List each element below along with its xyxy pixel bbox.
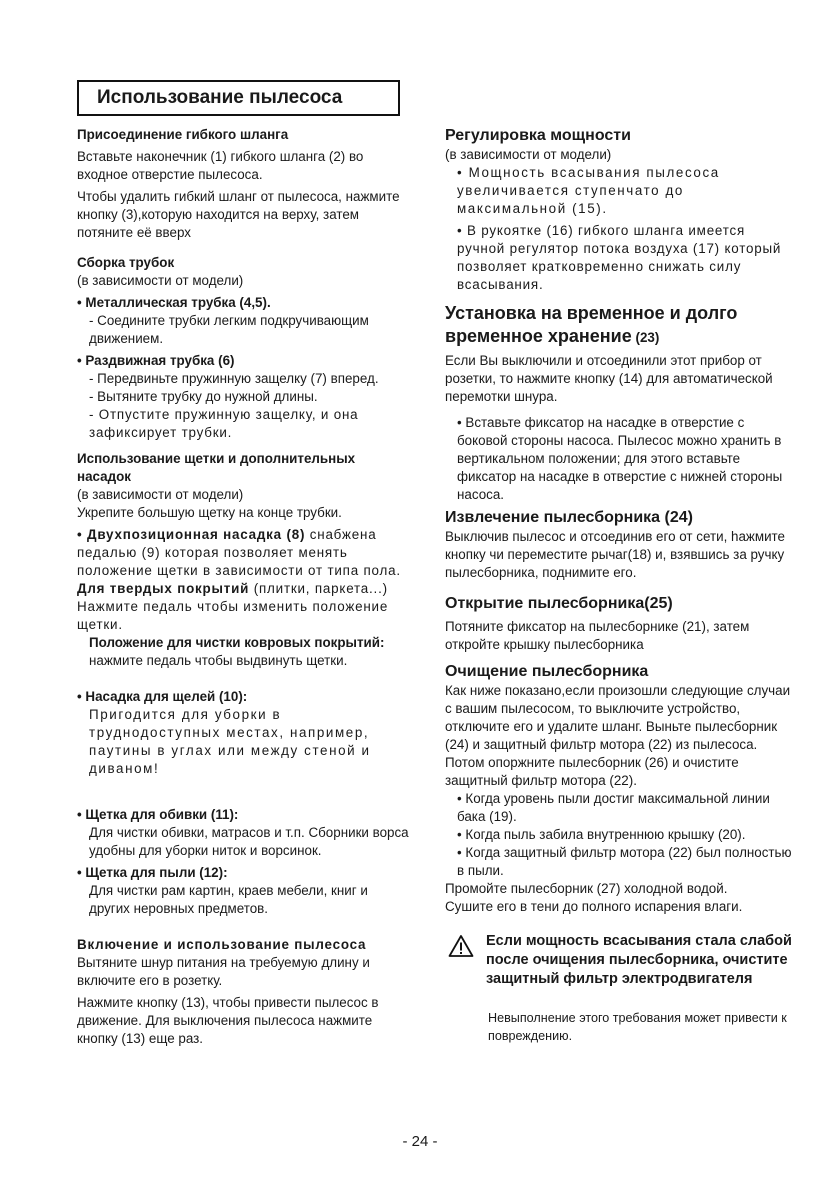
hose-text-2: Чтобы удалить гибкий шланг от пылесоса, нажмите кнопку (3),которую находится на верху, затем потяните её вверх [77,189,400,240]
page-title: Использование пылесоса [77,80,400,116]
two-position-nozzle-heading: • Двухпозиционная насадка (8) [77,527,306,542]
carpet-label: Положение для чистки ковровых покрытий: [89,635,385,650]
power-subtitle: (в зависимости от модели) [445,147,612,162]
warning-note: Невыполнение этого требования может привести к повреждению. [488,1011,787,1043]
telescopic-tube-heading: • Раздвижная трубка (6) [77,353,235,368]
tubes-subtitle: (в зависимости от модели) [77,273,244,288]
telescopic-step-1: - Передвиньте пружинную защелку (7) вперед. [89,371,379,386]
left-column [77,126,412,1048]
page-number: - 24 - [402,1133,438,1150]
on-off-text-2: Нажмите кнопку (13), чтобы привести пылесос в движение. Для выключения пылесоса нажмите кнопку (13) еще раз. [77,995,379,1046]
clean-bin-heading: Очищение пылесборника [445,663,649,680]
metal-tube-heading: • Металлическая трубка (4,5). [77,295,271,310]
upholstery-brush-text: Для чистки обивки, матрасов и т.п. Сборники ворса удобны для уборки ниток и ворсинок. [89,825,409,858]
tubes-heading: Сборка трубок [77,255,175,270]
hard-floor-text: (плитки, паркета...) Нажмите педаль чтобы изменить положение щетки. [77,581,389,632]
clean-bullet-1: • Когда уровень пыли достиг максимальной линии бака (19). [457,791,770,824]
clean-dry-text: Сушите его в тени до полного испарения влаги. [445,899,743,914]
power-heading: Регулировка мощности [445,127,631,144]
clean-rinse-text: Промойте пылесборник (27) холодной водой. [445,881,728,896]
remove-bin-heading: Извлечение пылесборника (24) [445,509,693,526]
hard-floor-label: Для твердых покрытий [77,581,250,596]
upholstery-brush-heading: • Щетка для обивки (11): [77,807,239,822]
open-bin-heading: Открытие пылесборника(25) [445,595,673,612]
storage-bullet: • Вставьте фиксатор на насадке в отверстие с боковой стороны насоса. Пылесос можно хранить в вертикальном положении; для этого вставьте фиксатор на насадке в отверстие с нижней стороны насоса. [457,415,783,502]
on-off-text-1: Вытяните шнур питания на требуемую длину и включите его в розетку. [77,955,370,988]
storage-ref: (23) [635,330,660,345]
on-off-heading: Включение и использование пылесоса [77,937,367,952]
dust-brush-heading: • Щетка для пыли (12): [77,865,228,880]
storage-text: Если Вы выключили и отсоединили этот прибор от розетки, то нажмите кнопку (14) для автоматической перемотки шнура. [445,353,773,404]
storage-heading: Установка на временное и долго временное хранение [445,303,738,346]
power-bullet-2: • В рукоятке (16) гибкого шланга имеется ручной регулятор потока воздуха (17) который позволяет кратковременно снижать силу всасывания. [457,223,782,292]
right-column [445,126,793,916]
hose-heading: Присоединение гибкого шланга [77,127,289,142]
warning-icon [448,934,474,958]
crevice-nozzle-text: Пригодится для уборки в труднодоступных местах, например, паутины в углах или между стеной и диваном! [89,707,371,776]
power-bullet-1: • Мощность всасывания пылесоса увеличивается ступенчато до максимальной (15). [457,165,720,216]
open-bin-text: Потяните фиксатор на пылесборнике (21), затем откройте крышку пылесборника [445,619,750,652]
brushes-heading: Использование щетки и дополнительных насадок [77,451,356,484]
clean-bullet-2: • Когда пыль забила внутреннюю крышку (20). [457,827,746,842]
brushes-subtitle: (в зависимости от модели) [77,487,244,502]
clean-bullet-3: • Когда защитный фильтр мотора (22) был полностью в пыли. [457,845,792,878]
hose-text-1: Вставьте наконечник (1) гибкого шланга (2) во входное отверстие пылесоса. [77,149,364,182]
remove-bin-text: Выключив пылесос и отсоединив его от сети, hажмите кнопку чи переместите рычаг(18) и, взявшись за ручку пылесборника, поднимите его. [445,529,785,580]
warning-text: Если мощность всасывания стала слабой после очищения пылесборника, очистите защитный фильтр электродвигателя [486,933,792,987]
dust-brush-text: Для чистки рам картин, краев мебели, книг и других неровных предметов. [89,883,368,916]
brushes-text: Укрепите большую щетку на конце трубки. [77,505,342,520]
two-position-nozzle-text: снабжена педалью (9) которая позволяет менять положение щетки в зависимости от типа пола. [77,527,401,578]
telescopic-step-3: - Отпустите пружинную защелку, и она зафиксирует трубки. [89,407,359,440]
metal-tube-text: - Соедините трубки легким подкручивающим движением. [89,313,369,346]
clean-bin-text: Как ниже показано,если произошли следующие случаи с вашим пылесосом, то выключите устройство, отключите его и удалите шланг. Выньте пылесборник (24) и защитный фильтр мотора (22) из пылесоса. Потом опоржните пылесборник (26) и очистите защитный фильтр мотора (22). [445,683,791,788]
telescopic-step-2: - Вытяните трубку до нужной длины. [89,389,318,404]
carpet-text: нажмите педаль чтобы выдвинуть щетки. [89,653,348,668]
crevice-nozzle-heading: • Насадка для щелей (10): [77,689,248,704]
